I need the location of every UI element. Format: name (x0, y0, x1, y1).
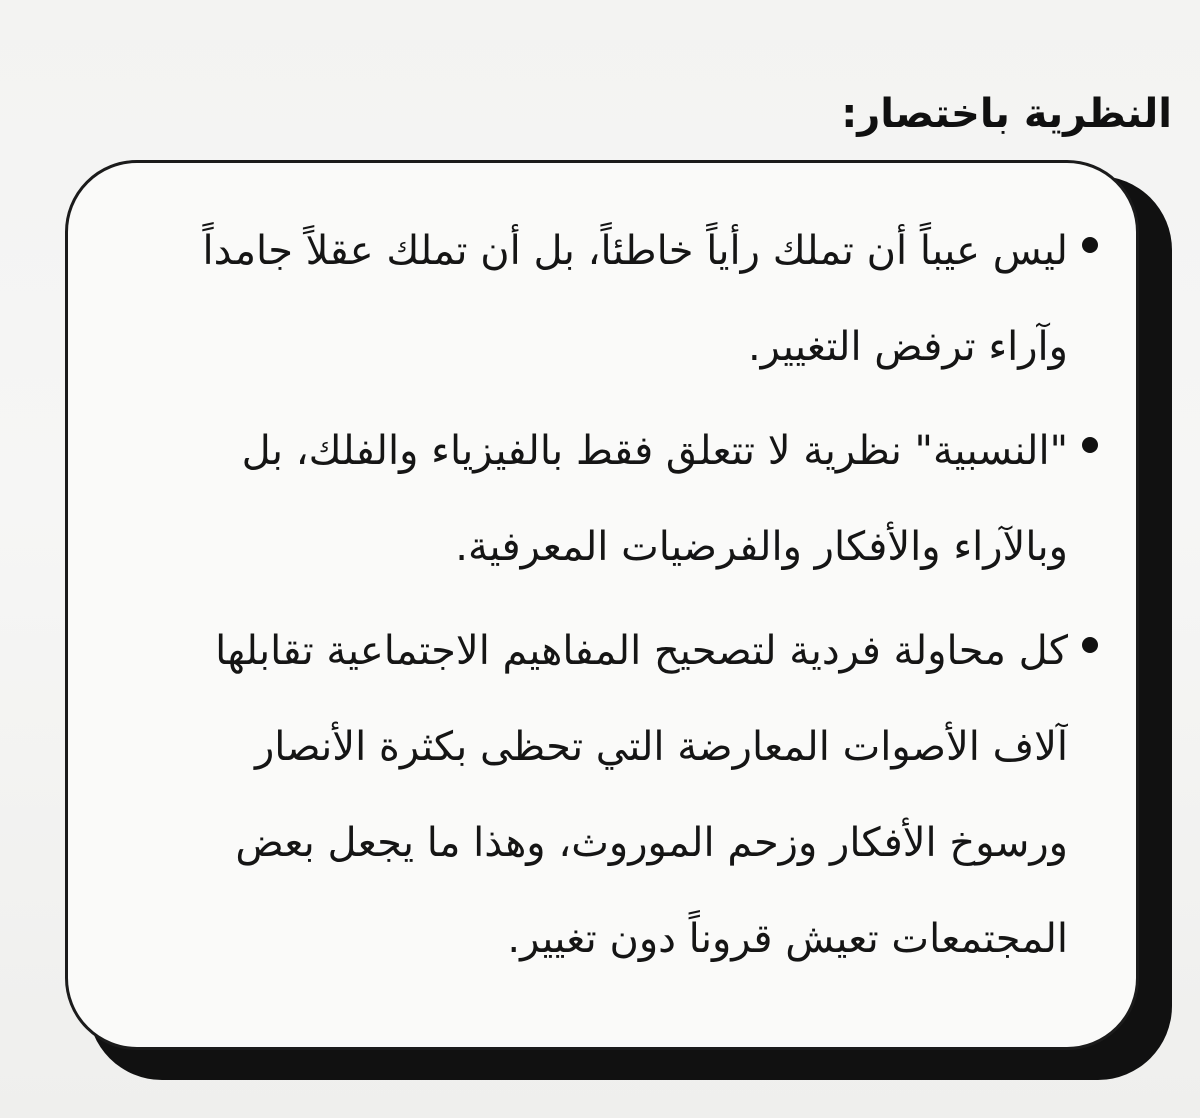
text-line: ورسوخ الأفكار وزحم الموروث، وهذا ما يجعل بعض (235, 820, 1068, 866)
text-line: المجتمعات تعيش قروناً دون تغيير. (507, 916, 1068, 962)
text-line: كل محاولة فردية لتصحيح المفاهيم الاجتماعية تقابلها (215, 628, 1068, 674)
bullet-list (94, 203, 1104, 995)
bullet-item-1 (94, 203, 1104, 395)
bullet-dot-icon (1068, 403, 1104, 503)
section-heading: النظرية باختصار: (841, 91, 1172, 137)
text-line: "النسبية" نظرية لا تتعلق فقط بالفيزياء والفلك، بل (241, 428, 1068, 474)
bullet-dot-icon (1068, 603, 1104, 703)
bullet-item-2 (94, 403, 1104, 595)
bullet-item-3 (94, 603, 1104, 987)
bullet-text (94, 603, 1068, 987)
summary-box (65, 160, 1139, 1050)
text-line: وبالآراء والأفكار والفرضيات المعرفية. (455, 524, 1068, 570)
bullet-dot-icon (1068, 203, 1104, 303)
text-line: وآراء ترفض التغيير. (747, 324, 1068, 370)
text-line: ليس عيباً أن تملك رأياً خاطئاً، بل أن تملك عقلاً جامداً (202, 228, 1068, 274)
bullet-text (94, 203, 1068, 395)
bullet-text (94, 403, 1068, 595)
text-line: آلاف الأصوات المعارضة التي تحظى بكثرة الأنصار (254, 724, 1068, 770)
